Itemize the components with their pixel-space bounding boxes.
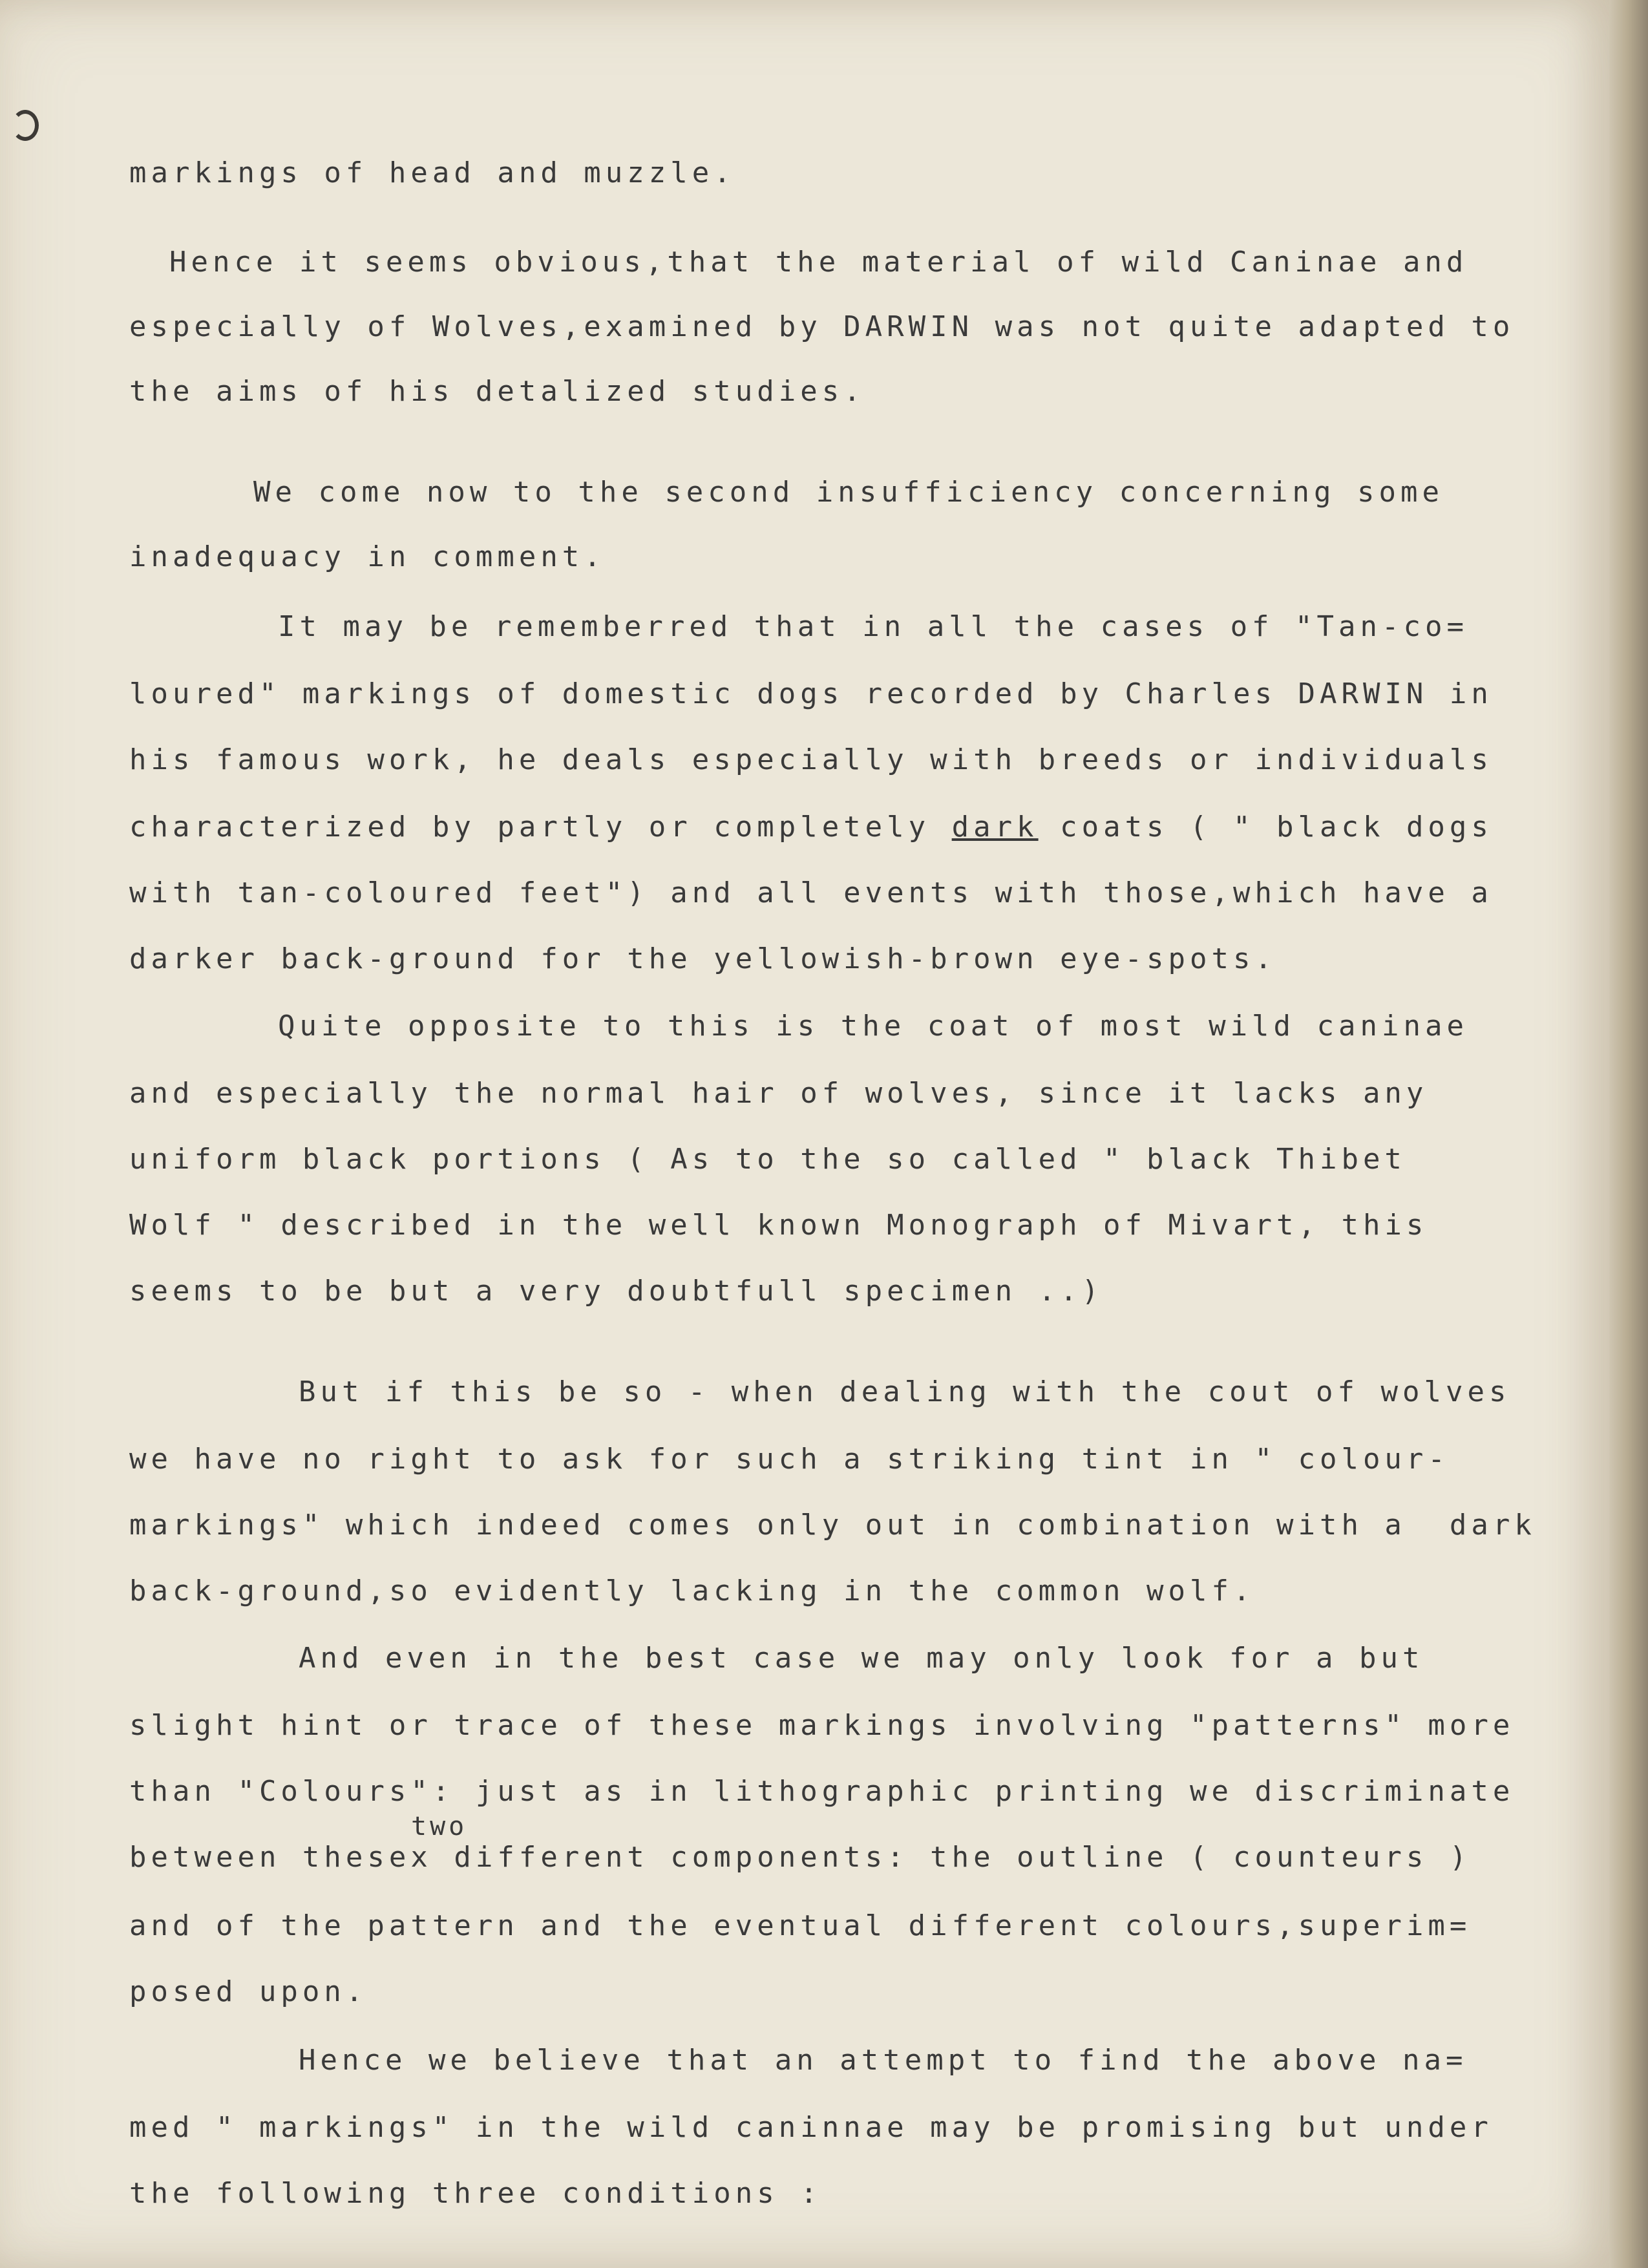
text-line: and especially the normal hair of wolves, since it lacks any: [129, 1077, 1428, 1110]
text-line: inadequacy in comment.: [129, 540, 606, 573]
text-line: with tan-coloured feet") and all events with those,which have a: [129, 876, 1493, 909]
text-line: Quite opposite to this is the coat of most wild caninae: [278, 1010, 1468, 1043]
text-line: his famous work, he deals especially with breeds or individuals: [129, 743, 1493, 776]
text-line: markings" which indeed comes only out in combination with a dark: [129, 1509, 1536, 1542]
text-line: It may be rememberred that in all the cases of "Tan-co=: [278, 610, 1468, 643]
text-line: between thesex different components: the outline ( counteurs ): [129, 1841, 1472, 1874]
text-line: the following three conditions :: [129, 2177, 822, 2210]
text-line: And even in the best case we may only look for a but: [299, 1642, 1424, 1675]
text-line: we have no right to ask for such a striking tint in " colour-: [129, 1443, 1450, 1476]
text-line: slight hint or trace of these markings involving "patterns" more: [129, 1709, 1515, 1742]
text-line: and of the pattern and the eventual different colours,superim=: [129, 1909, 1472, 1942]
handwritten-insertion: two: [411, 1812, 468, 1841]
text-line: loured" markings of domestic dogs recorded by Charles DARWIN in: [129, 677, 1493, 710]
text-line: med " markings" in the wild caninnae may be promising but under: [129, 2111, 1493, 2144]
text-line: back-ground,so evidently lacking in the common wolf.: [129, 1574, 1255, 1607]
text-line: But if this be so - when dealing with the cout of wolves: [299, 1375, 1511, 1408]
text-line: than "Colours": just as in lithographic printing we discriminate: [129, 1775, 1515, 1808]
text-line: Wolf " described in the well known Monograph of Mivart, this: [129, 1209, 1428, 1242]
text-line: Hence it seems obvious,that the material of wild Caninae and: [169, 246, 1468, 279]
text-line: markings of head and muzzle.: [129, 156, 735, 189]
text-line: We come now to the second insufficiency concerning some: [253, 476, 1444, 509]
text-segment: characterized by partly or completely: [129, 811, 952, 843]
text-line: posed upon.: [129, 1975, 368, 2008]
text-line: the aims of his detalized studies.: [129, 375, 865, 408]
underlined-word: dark: [951, 811, 1039, 843]
text-line: darker back-ground for the yellowish-brown eye-spots.: [129, 942, 1276, 975]
staple-mark: [12, 110, 39, 141]
text-segment: coats ( " black dogs: [1038, 811, 1493, 843]
text-line: [129, 809, 1493, 845]
text-line: especially of Wolves,examined by DARWIN was not quite adapted to: [129, 310, 1515, 343]
text-line: uniform black portions ( As to the so called " black Thibet: [129, 1143, 1406, 1176]
text-line: Hence we believe that an attempt to find the above na=: [299, 2044, 1468, 2077]
text-line: seems to be but a very doubtfull specimen ..): [129, 1275, 1104, 1308]
page-edge: [1609, 0, 1648, 2268]
